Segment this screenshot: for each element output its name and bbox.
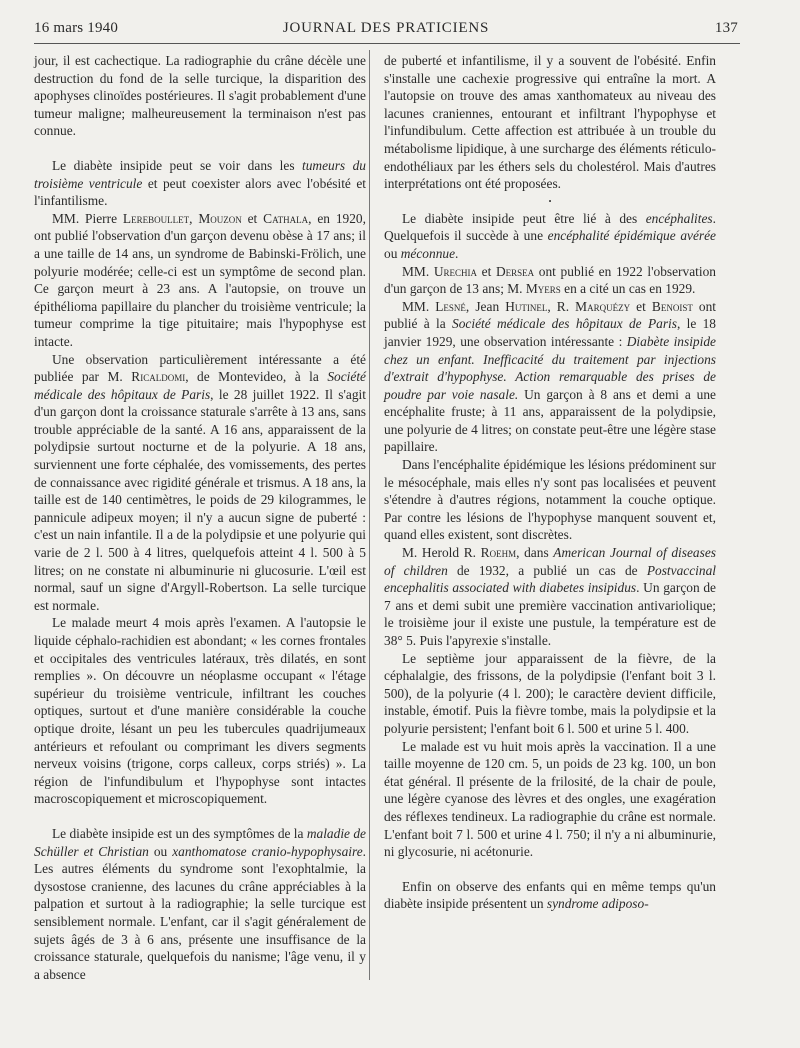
paragraph: Le septième jour apparaissent de la fièvre, de la céphalalgie, des frissons, de la polydipsie (l'enfant boit 3 l. 500), de la polyurie (4 l. 200); le caractère devient difficile, instable, émotif. Puis la fièvre tombe, mais la polydipsie et la polyurie persistent; l'enfant boit 6 l. 500 et urine 5 l. 400. (384, 650, 716, 736)
paragraph: Le malade est vu huit mois après la vaccination. Il a une taille moyenne de 120 cm. 5, un poids de 23 kg. 100, un bon état général. Il présente de la frilosité, de la chair de poule, une légère cyanose des lèvres et des ongles, une exagération des réflexes tendineux. La radiographie du crâne est normale. L'enfant boit 7 l. 500 et urine 4 l. 750; il n'y a ni albuminurie, ni glycosurie, ni acétonurie. (384, 738, 716, 860)
page-header (34, 20, 738, 42)
paragraph: Le diabète insipide peut se voir dans les tumeurs du troisième ventricule et peut coexister alors avec l'obésité et l'infantilisme. (34, 157, 366, 209)
paragraph: jour, il est cachectique. La radiographie du crâne décèle une destruction du fond de la selle turcique, la disparition des apophyses clinoïdes postérieures. Il s'agit probablement d'une tumeur maligne; malheureusement la terminaison n'est pas connue. (34, 53, 366, 139)
paragraph: Une observation particulièrement intéressante a été publiée par M. Ricaldomi, de Montevideo, à la Société médicale des hôpitaux de Paris, le 28 juillet 1922. Il s'agit d'un garçon dont la croissance staturale s'arrête à 13 ans, sans trouble appréciable de la santé. A 16 ans, apparaissent de la polydipsie surtout nocturne et de la polyurie. A 18 ans, surviennent une forte céphalée, des vomissements, des pertes de connaissance avec rigidité générale et trismus. A 18 ans, la taille est de 140 centimètres, le poids de 29 kilogrammes, le pannicule adipeux moyen; il n'y a aucun signe de puberté : c'est un nain infantile. Il a de la polydipsie et une polyurie qui varie de 2 l. 500 à 4 litres, quelquefois atteint 4 l. 500 à 5 litres; on ne constate ni albuminurie ni glucosurie. L'œil est normal, sauf un signe d'Argyll-Robertson. La selle turcique est normale. (34, 351, 367, 613)
paragraph: Enfin on observe des enfants qui en même temps qu'un diabète insipide présentent un syndrome adiposo- (384, 878, 716, 912)
paragraph: Le diabète insipide est un des symptômes de la maladie de Schüller et Christian ou xanthomatose cranio-hypophysaire. Les autres éléments du syndrome sont l'exophtalmie, la dysostose cranienne, des lacunes du crâne appréciables à la palpation et surtout à la radiographie; la selle turcique est sensiblement normale. L'enfant, car il s'agit généralement de sujets âgés de 3 à 6 ans, présente une insuffisance de la croissance staturale, quelquefois du nanisme; l'âge venu, il y a absence (34, 825, 367, 982)
page-number: 137 (714, 20, 738, 36)
right-column (384, 52, 716, 913)
left-column (34, 52, 366, 983)
paragraph: Dans l'encéphalite épidémique les lésions prédominent sur le mésocéphale, mais elles n'y sont pas localisées et peuvent s'étendre à d'autres régions, notamment la couche optique. Par contre les lésions de l'hypophyse manquent souvent et, quand elles existent, sont discrètes. (384, 457, 716, 543)
journal-title: JOURNAL DES PRATICIENS (282, 20, 490, 36)
header-date: 16 mars 1940 (34, 20, 119, 36)
column-divider (369, 50, 370, 980)
header-rule (34, 43, 740, 44)
paragraph: de puberté et infantilisme, il y a souvent de l'obésité. Enfin s'installe une cachexie progressive qui entraîne la mort. A l'autopsie on trouve des amas xanthomateux au niveau des lacunes craniennes, entourant et infiltrant l'hypophyse et l'infundibulum. Cette affection est attribuée à un trouble du métabolisme lipidique, à une surcharge des éléments réticulo-endothéliaux par les éthers sels du cholestérol. Mais d'autres interprétations ont été proposées. (384, 53, 716, 192)
paragraph: Le malade meurt 4 mois après l'examen. A l'autopsie le liquide céphalo-rachidien est abondant; « les cornes frontales et occipitales des ventricules latéraux, très dilatés, en sont remplies ». On découvre un néoplasme occupant « l'étage supérieur du troisième ventricule, infiltrant les couches optiques, surtout et d'une manière considérable la couche optique droite, lésant un peu les tubercules quadrijumeaux antérieurs et refoulant ou comprimant les divers segments nerveux voisins (trigone, corps calleux, corps striés) ». La région de l'infundibulum et l'hypophyse sont intactes macroscopiquement et microscopiquement. (34, 615, 366, 807)
paragraph: Le diabète insipide peut être lié à des encéphalites. Quelquefois il succède à une encéphalité épidémique avérée ou méconnue. (384, 210, 716, 261)
paragraph: MM. Pierre Lereboullet, Mouzon et Cathala, en 1920, ont publié l'observation d'un garçon devenu obèse à 17 ans; il a une taille de 14 ans, un syndrome de Babinski-Frölich, une polyurie modérée; celle-ci est un symptôme de second plan. Ce garçon meurt à 23 ans. A l'autopsie, on trouve un épithélioma papillaire du plancher du troisième ventricule; la tumeur comprime la tige pituitaire; mais l'hypophyse est intacte. (34, 210, 366, 349)
paragraph: M. Herold R. Roehm, dans American Journal of diseases of children de 1932, a publié un cas de Postvaccinal encephalitis associated with diabetes insipidus. Un garçon de 7 ans et demi subit une première vaccination antivariolique; le troisième jour il existe une pustule, la température est de 38° 5. Puis l'apyrexie s'installe. (384, 545, 717, 648)
separator-dot: • (548, 196, 552, 206)
paragraph: MM. Lesné, Jean Hutinel, R. Marquézy et Benoist ont publié à la Société médicale des hôpitaux de Paris, le 18 janvier 1929, une observation intéressante : Diabète insipide chez un enfant. Inefficacité du traitement par injections d'extrait d'hypophyse. Action remarquable des prises de poudre par voie nasale. Un garçon à 8 ans et demi a une encéphalite fruste; à 11 ans, apparaissent de la polydipsie, une polyurie de 4 litres; on constate peut-être une légère stase papillaire. (384, 298, 717, 455)
paragraph: MM. Urechia et Dersea ont publié en 1922 l'observation d'un garçon de 13 ans; M. Myers en a cité un cas en 1929. (384, 263, 716, 297)
